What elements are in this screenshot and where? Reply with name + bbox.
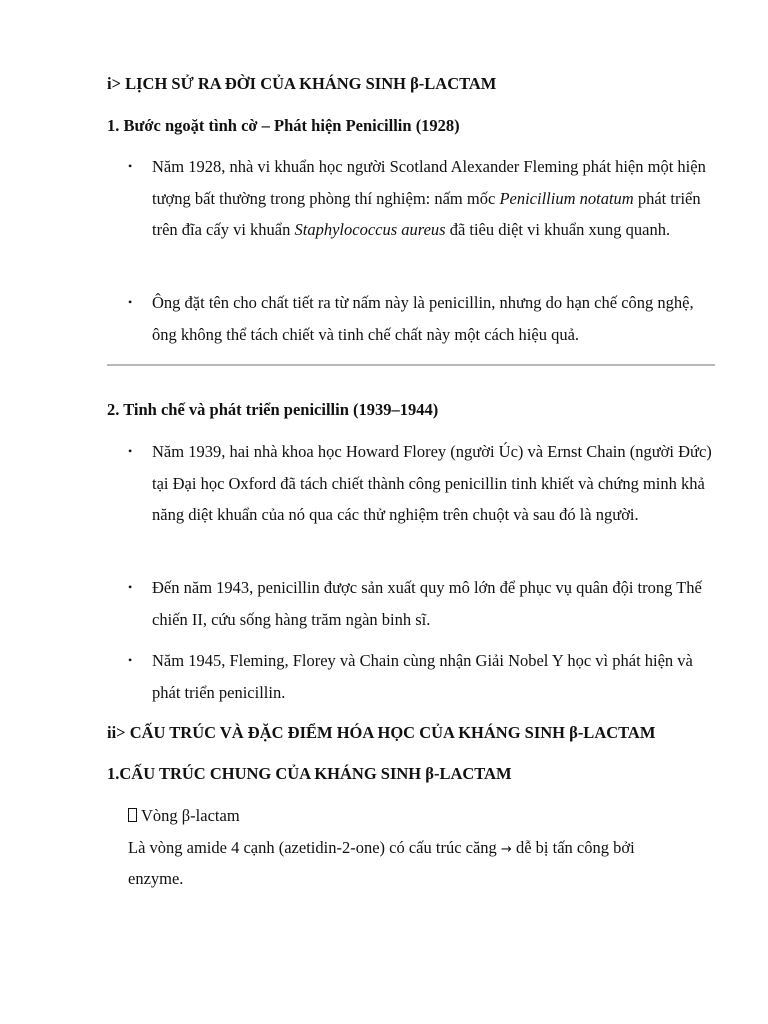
text-run: dễ bị tấn công bởi [511,838,635,857]
bullet-dot: • [128,159,133,173]
bullet-dot: • [128,295,133,309]
subheading-general-structure: 1.CẤU TRÚC CHUNG CỦA KHÁNG SINH β-LACTAM [107,764,512,783]
bullet-dot: • [128,580,133,594]
list-item-florey-chain-1939: Năm 1939, hai nhà khoa học Howard Florey (người Úc) và Ernst Chain (người Đức) tại Đại học Oxford đã tách chiết thành công penicillin tinh khiết và chứng minh khả năng diệt khuẩn của nó qua các thử nghiệm trên chuột và sau đó là người. [152,442,712,524]
subheading-penicillin-discovery: 1. Bước ngoặt tình cờ – Phát hiện Penicillin (1928) [107,116,460,135]
list-item-naming-penicillin: Ông đặt tên cho chất tiết ra từ nấm này là penicillin, nhưng do hạn chế công nghệ, ông không thể tách chiết và tinh chế chất này một cách hiệu quả. [152,293,694,344]
bullet-dot: • [128,653,133,667]
section-heading-structure: ii> CẤU TRÚC VÀ ĐẶC ĐIỂM HÓA HỌC CỦA KHÁNG SINH β-LACTAM [107,723,656,742]
horizontal-divider [107,364,715,366]
list-item-fleming-1928 [152,151,714,246]
list-item-nobel-1945: Năm 1945, Fleming, Florey và Chain cùng nhận Giải Nobel Y học vì phát hiện và phát triển penicillin. [152,651,693,702]
text-run: đã tiêu diệt vi khuẩn xung quanh. [445,220,671,239]
ring-label: Vòng β-lactam [141,806,240,825]
subheading-purification: 2. Tinh chế và phát triển penicillin (1939–1944) [107,400,439,419]
species-name-staphylococcus: Staphylococcus aureus [294,220,446,239]
ring-label-line [128,800,240,832]
list-item-mass-production-1943: Đến năm 1943, penicillin được sản xuất quy mô lớn để phục vụ quân đội trong Thế chiến II, cứu sống hàng trăm ngàn binh sĩ. [152,578,702,629]
missing-glyph-icon [128,808,137,822]
species-name-penicillium: Penicillium notatum [499,188,634,208]
section-heading-history: i> LỊCH SỬ RA ĐỜI CỦA KHÁNG SINH β-LACTAM [107,74,497,93]
text-run: phát triển trên đĩa cấy vi khuẩn [152,188,701,239]
right-arrow-icon: → [500,842,512,857]
text-run: Là vòng amide 4 cạnh (azetidin-2-one) có cấu trúc căng [128,838,501,857]
text-run: Năm 1928, nhà vi khuẩn học người Scotland Alexander Fleming phát hiện một hiện tượng bất thường trong phòng thí nghiệm: nấm mốc [152,157,706,208]
bullet-dot: • [128,444,133,458]
ring-description-line-2: enzyme. [128,869,184,888]
ring-description-line-1 [128,832,635,866]
